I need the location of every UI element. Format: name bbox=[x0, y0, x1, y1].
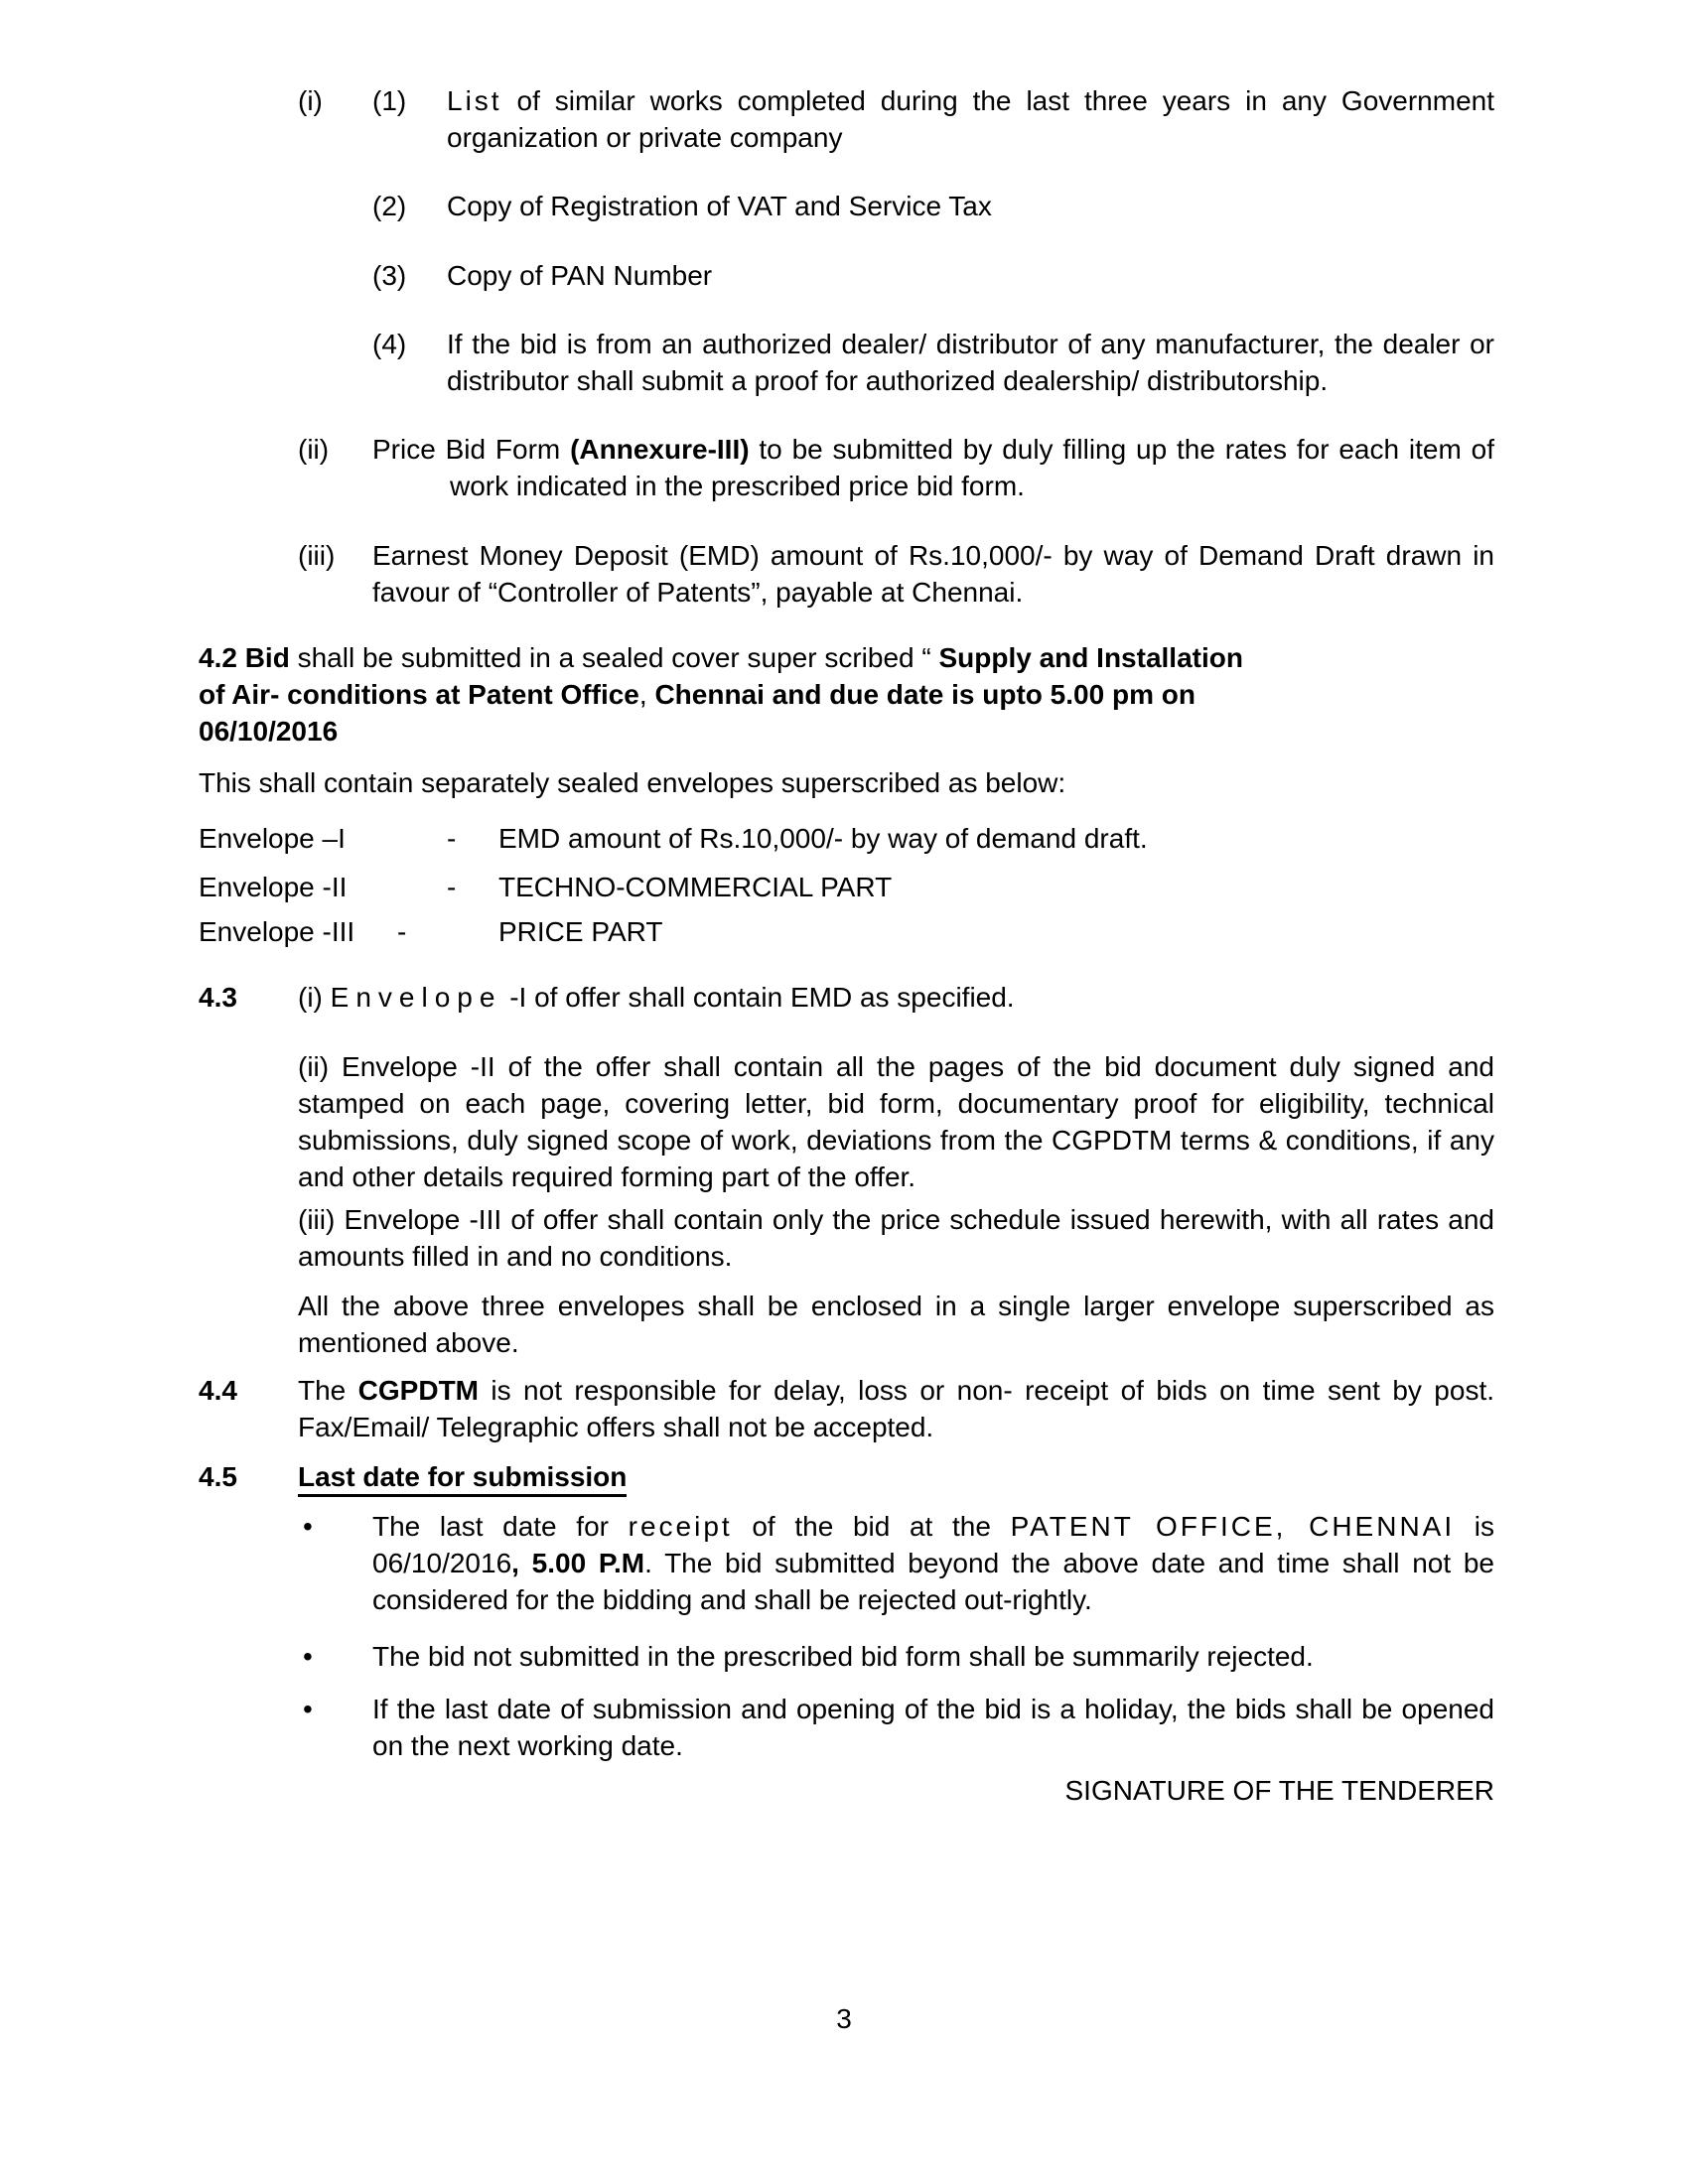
section-4-2-bold-1: Supply and Installation bbox=[938, 642, 1243, 673]
envelope-label: Envelope -II bbox=[199, 872, 348, 902]
list-item-text: Copy of PAN Number bbox=[447, 260, 713, 291]
section-4-5-heading: Last date for submission bbox=[298, 1461, 627, 1497]
b1-pre: The last date for bbox=[372, 1511, 629, 1542]
envelope-value: PRICE PART bbox=[498, 916, 663, 947]
bullet-item-2 bbox=[199, 1638, 1494, 1675]
indent-spacer bbox=[298, 257, 372, 294]
section-4-2-due-date: 06/10/2016 bbox=[199, 716, 339, 747]
list-item-text: Earnest Money Deposit (EMD) amount of Rs.10,000/- by way of Demand Draft drawn in favour of “Controller of Patents”, payable at Chennai. bbox=[372, 540, 1494, 608]
b1-receipt-spaced: receipt bbox=[628, 1511, 733, 1542]
cgpdtm-bold: CGPDTM bbox=[357, 1375, 479, 1406]
envelope-label: Envelope –I bbox=[199, 823, 346, 854]
envelope-spaced-word: Envelope bbox=[330, 982, 502, 1013]
annexure-bold: (Annexure-III) bbox=[570, 434, 750, 465]
bullet-item-1 bbox=[199, 1508, 1494, 1618]
envelope-label: Envelope -III bbox=[199, 916, 355, 947]
section-4-5 bbox=[199, 1458, 1494, 1495]
indent-spacer bbox=[199, 1201, 298, 1275]
section-4-3-iii bbox=[199, 1201, 1494, 1275]
indent-spacer bbox=[199, 82, 298, 156]
list-marker-3: (3) bbox=[372, 260, 407, 291]
envelope-dash: - bbox=[447, 872, 457, 902]
section-4-2-text: shall be submitted in a sealed cover super scribed “ bbox=[289, 642, 939, 673]
b1-mid2: is 06/10/2016 bbox=[372, 1511, 1495, 1578]
bullet-text: The bid not submitted in the prescribed bid form shall be summarily rejected. bbox=[372, 1641, 1314, 1672]
bullet-marker: • bbox=[303, 1694, 313, 1724]
list-marker-4: (4) bbox=[372, 329, 407, 359]
indent-spacer bbox=[199, 1691, 303, 1764]
bullet-text: If the last date of submission and opening of the bid is a holiday, the bids shall be opened on the next working date. bbox=[372, 1694, 1494, 1761]
price-bid-post: to be submitted by duly filling up the rates for each item of work indicated in the prescribed price bid form. bbox=[450, 434, 1494, 501]
envelope-dash: - bbox=[447, 823, 457, 854]
i-marker: (i) bbox=[298, 982, 331, 1013]
indent-spacer bbox=[298, 326, 372, 399]
list-marker-ii: (ii) bbox=[298, 434, 330, 465]
indent-spacer bbox=[199, 431, 298, 504]
list-item-iii bbox=[199, 537, 1494, 611]
section-4-2-bold-3: Chennai and due date is upto 5.00 pm on bbox=[654, 679, 1196, 710]
section-4-5-heading-wrap bbox=[298, 1458, 1494, 1495]
bullet-marker: • bbox=[303, 1511, 313, 1542]
b1-post: . The bid submitted beyond the above date and time shall not be considered for the bidding and shall be rejected out-rightly. bbox=[372, 1548, 1494, 1615]
signature-line: SIGNATURE OF THE TENDERER bbox=[1064, 1775, 1494, 1806]
section-4-4 bbox=[199, 1372, 1494, 1445]
indent-spacer bbox=[199, 537, 298, 611]
section-4-4-paragraph bbox=[298, 1372, 1494, 1445]
list-item-lead: List bbox=[447, 85, 502, 116]
b1-time-bold: , 5.00 P.M bbox=[511, 1548, 645, 1578]
envelope-row-1 bbox=[199, 820, 1494, 857]
list-item-rest: of similar works completed during the last three years in any Government organization or private company bbox=[447, 85, 1494, 153]
indent-spacer bbox=[199, 257, 298, 294]
list-item-2 bbox=[199, 188, 1494, 224]
b1-mid1: of the bid at the bbox=[732, 1511, 1011, 1542]
section-4-3-ii bbox=[199, 1048, 1494, 1195]
envelope-dash: - bbox=[397, 916, 407, 947]
indent-spacer bbox=[199, 1508, 303, 1618]
all-envelopes-note: All the above three envelopes shall be enclosed in a single larger envelope superscribed as mentioned above. bbox=[298, 1291, 1494, 1358]
indent-spacer bbox=[199, 188, 298, 224]
price-bid-pre: Price Bid Form bbox=[372, 434, 571, 465]
indent-spacer bbox=[199, 1288, 298, 1361]
list-marker-1: (1) bbox=[372, 85, 407, 116]
section-4-2-comma: , bbox=[638, 679, 655, 710]
section-number: 4.3 bbox=[199, 982, 237, 1013]
list-item-text bbox=[372, 431, 1494, 504]
list-item-3 bbox=[199, 257, 1494, 294]
section-4-3-iii-paragraph: (iii) Envelope -III of offer shall contain only the price schedule issued herewith, with all rates and amounts filled in and no conditions. bbox=[298, 1204, 1494, 1272]
envelope-row-2 bbox=[199, 869, 1494, 905]
envelope-row-3 bbox=[199, 913, 1494, 950]
list-marker-2: (2) bbox=[372, 191, 407, 221]
section-4-3-ii-paragraph: (ii) Envelope -II of the offer shall contain all the pages of the bid document duly signed and stamped on each page, covering letter, bid form, documentary proof for eligibility, technical submissions, duly signed scope of work, deviations from the CGPDTM terms & conditions, if any and other details required forming part of the offer. bbox=[298, 1051, 1494, 1192]
indent-spacer bbox=[199, 1048, 298, 1195]
section-4-2-number-lead: 4.2 Bid bbox=[199, 642, 290, 673]
bullet-item-3 bbox=[199, 1691, 1494, 1764]
s44-pre: The bbox=[298, 1375, 358, 1406]
list-item-ii bbox=[199, 431, 1494, 504]
s44-post: is not responsible for delay, loss or non- receipt of bids on time sent by post. Fax/Email/ Telegraphic offers shall not be accepted. bbox=[298, 1375, 1495, 1442]
indent-spacer bbox=[298, 188, 372, 224]
envelope-value: TECHNO-COMMERCIAL PART bbox=[498, 872, 893, 902]
list-item-i-1 bbox=[199, 82, 1494, 156]
all-envelopes-note-row bbox=[199, 1288, 1494, 1361]
envelope-value: EMD amount of Rs.10,000/- by way of demand draft. bbox=[498, 823, 1148, 854]
list-marker-i: (i) bbox=[298, 85, 323, 116]
b1-patent-office-spaced: PATENT OFFICE, CHENNAI bbox=[1010, 1511, 1456, 1542]
bullet-marker: • bbox=[303, 1641, 313, 1672]
envelope-intro: This shall contain separately sealed envelopes superscribed as below: bbox=[199, 767, 1066, 798]
section-number: 4.5 bbox=[199, 1461, 237, 1492]
section-4-3-i bbox=[199, 979, 1494, 1016]
page-number: 3 bbox=[836, 2003, 852, 2034]
bullet-text bbox=[372, 1508, 1494, 1618]
section-4-3-i-text bbox=[298, 979, 1494, 1016]
section-4-2-paragraph bbox=[199, 639, 1494, 750]
list-item-text bbox=[447, 82, 1494, 156]
list-item-4 bbox=[199, 326, 1494, 399]
section-number: 4.4 bbox=[199, 1375, 237, 1406]
section-4-2-bold-2: of Air- conditions at Patent Office bbox=[199, 679, 639, 710]
list-item-text: If the bid is from an authorized dealer/ distributor of any manufacturer, the dealer or distributor shall submit a proof for authorized dealership/ distributorship. bbox=[447, 329, 1494, 396]
i-rest: -I of offer shall contain EMD as specified. bbox=[501, 982, 1015, 1013]
list-marker-iii: (iii) bbox=[298, 540, 336, 571]
indent-spacer bbox=[199, 326, 298, 399]
indent-spacer bbox=[199, 1638, 303, 1675]
list-item-text: Copy of Registration of VAT and Service Tax bbox=[447, 191, 992, 221]
